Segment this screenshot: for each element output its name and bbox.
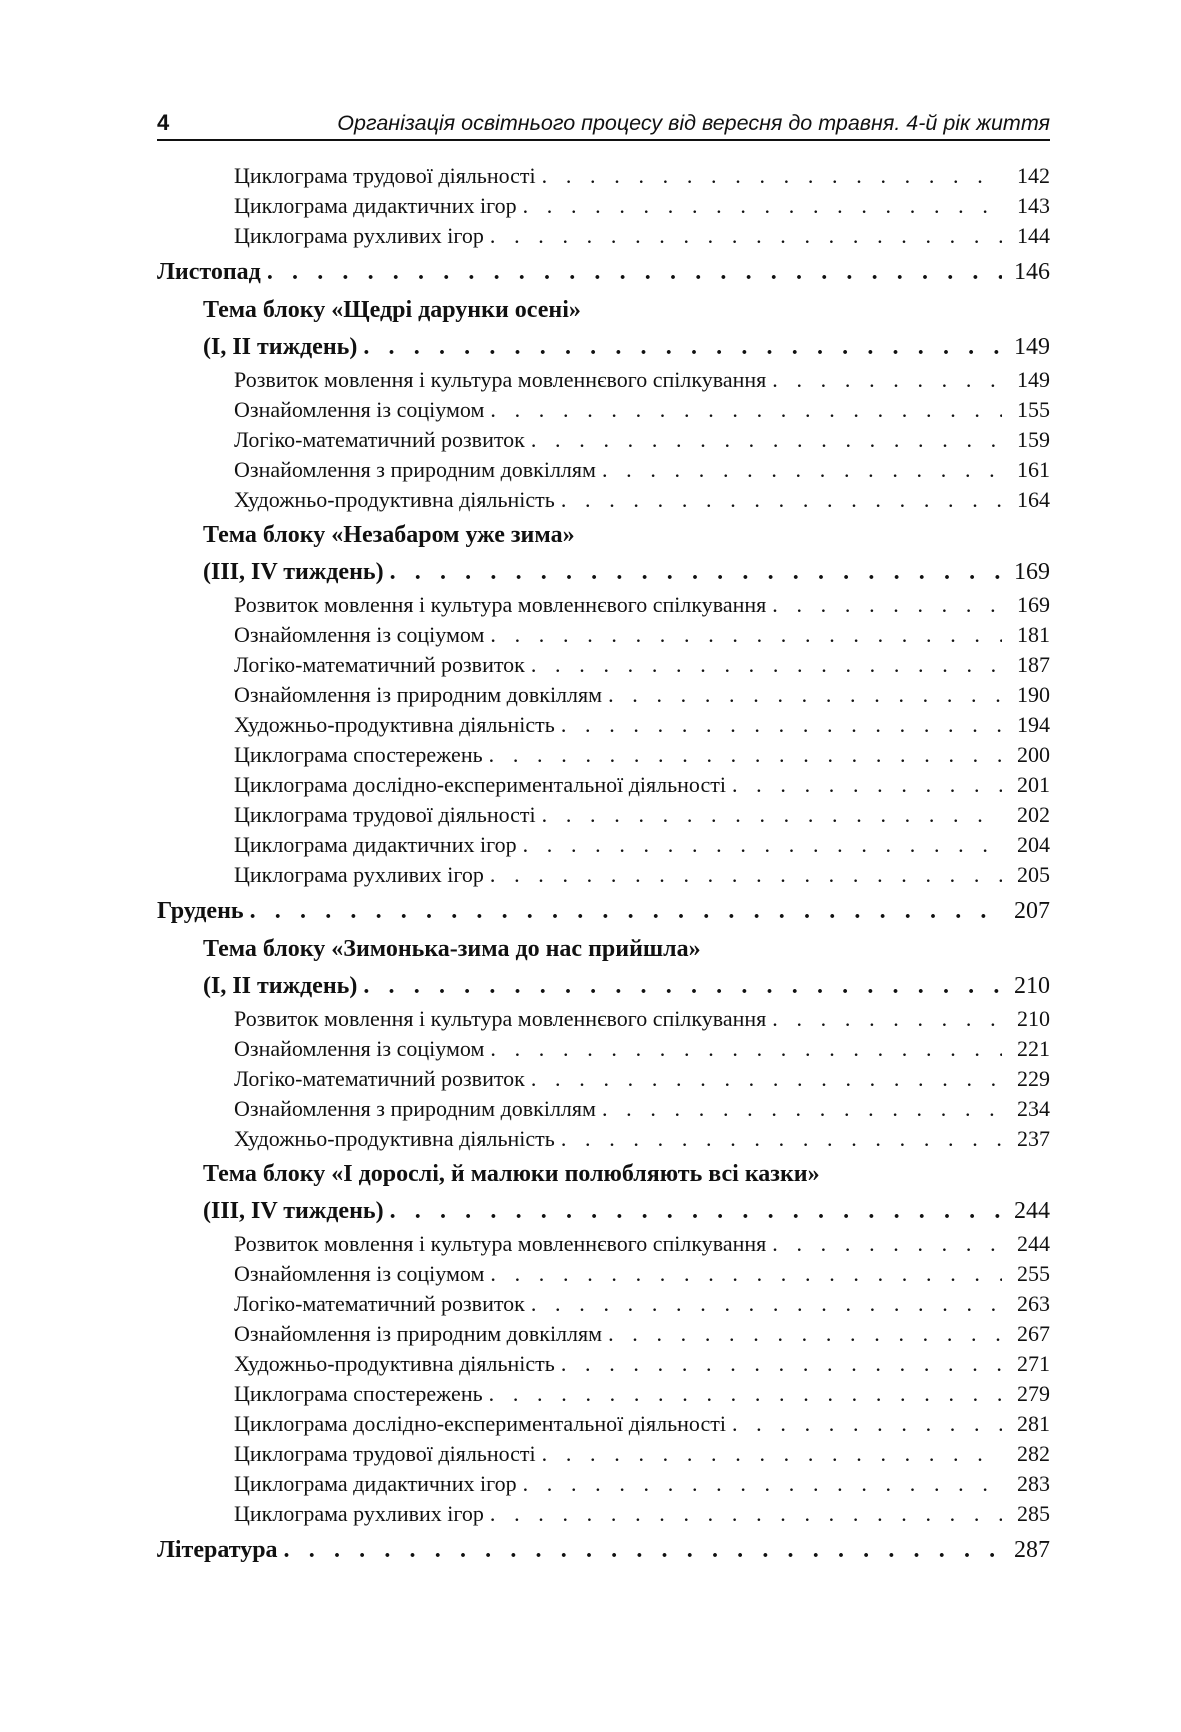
toc-entry: [157, 1064, 1050, 1094]
toc-page-number: 201: [1017, 772, 1050, 797]
toc-entry: [157, 1409, 1050, 1439]
toc-theme-entry: [157, 554, 1050, 590]
toc-entry: [157, 740, 1050, 770]
toc-entry-title: Розвиток мовлення і культура мовленнєвого спілкування: [234, 1006, 767, 1031]
dot-leader: [390, 1193, 1002, 1229]
toc-entry-title: Тема блоку «Зимонька-зима до нас прийшла»: [203, 936, 701, 962]
dot-leader: [561, 1349, 1002, 1379]
toc-entry: [157, 770, 1050, 800]
toc-page-number: 244: [1017, 1231, 1050, 1256]
page-number: 4: [157, 110, 170, 135]
dot-leader: [490, 860, 1002, 890]
dot-leader: [608, 680, 1002, 710]
page-header: [157, 107, 1050, 139]
toc-entry: [157, 800, 1050, 830]
toc-page-number: 229: [1017, 1066, 1050, 1091]
dot-leader: [284, 1532, 1002, 1568]
toc-theme-heading: [157, 293, 1050, 327]
toc-entry: [157, 1349, 1050, 1379]
toc-page-number: 181: [1017, 622, 1050, 647]
toc-entry: [157, 650, 1050, 680]
dot-leader: [542, 1439, 1002, 1469]
toc-page-number: 279: [1017, 1381, 1050, 1406]
toc-page-number: 169: [1017, 592, 1050, 617]
toc-entry-title: Розвиток мовлення і культура мовленнєвого спілкування: [234, 592, 767, 617]
toc-page-number: 146: [1014, 259, 1050, 285]
dot-leader: [602, 455, 1002, 485]
toc-entry-title: Тема блоку «Щедрі дарунки осені»: [203, 297, 581, 323]
toc-page-number: 169: [1014, 559, 1050, 585]
toc-page-number: 237: [1017, 1126, 1050, 1151]
dot-leader: [531, 1289, 1002, 1319]
toc-page-number: 271: [1017, 1351, 1050, 1376]
toc-page-number: 255: [1017, 1261, 1050, 1286]
toc-entry: [157, 860, 1050, 890]
toc-entry: [157, 455, 1050, 485]
toc-page-number: 190: [1017, 682, 1050, 707]
toc-entry-title: Художньо-продуктивна діяльність: [234, 1351, 555, 1376]
toc-page-number: 281: [1017, 1411, 1050, 1436]
toc-entry-title: Листопад: [157, 259, 261, 285]
toc-page-number: 202: [1017, 802, 1050, 827]
toc-month-entry: [157, 1532, 1050, 1568]
toc-month-entry: [157, 254, 1050, 290]
toc-entry-title: Циклограма дослідно-експериментальної діяльності: [234, 772, 726, 797]
toc-page-number: 144: [1017, 223, 1050, 248]
toc-entry: [157, 395, 1050, 425]
toc-entry-title: Циклограма трудової діяльності: [234, 163, 536, 188]
toc-page-number: 287: [1014, 1537, 1050, 1563]
dot-leader: [772, 590, 1002, 620]
toc-page-number: 282: [1017, 1441, 1050, 1466]
dot-leader: [531, 650, 1002, 680]
toc-page-number: 142: [1017, 163, 1050, 188]
toc-entry: [157, 1319, 1050, 1349]
toc-entry-title: Художньо-продуктивна діяльність: [234, 1126, 555, 1151]
dot-leader: [267, 254, 1002, 290]
toc-entry-title: Тема блоку «І дорослі, й малюки полюбляють всі казки»: [203, 1161, 820, 1187]
toc-entry-title: Циклограма дослідно-експериментальної діяльності: [234, 1411, 726, 1436]
toc-entry: [157, 1499, 1050, 1529]
toc-entry: [157, 1124, 1050, 1154]
toc-page-number: 149: [1017, 367, 1050, 392]
toc-entry: [157, 830, 1050, 860]
toc-entry: [157, 680, 1050, 710]
toc-page-number: 263: [1017, 1291, 1050, 1316]
toc-entry-title: Література: [157, 1537, 278, 1563]
toc-page-number: 204: [1017, 832, 1050, 857]
table-of-contents: [157, 161, 1050, 1568]
dot-leader: [542, 800, 1002, 830]
toc-entry-title: Ознайомлення із природним довкіллям: [234, 682, 603, 707]
toc-page-number: 283: [1017, 1471, 1050, 1496]
toc-entry-title: Ознайомлення з природним довкіллям: [234, 457, 596, 482]
toc-entry-title: Циклограма дидактичних ігор: [234, 832, 517, 857]
toc-entry: [157, 1004, 1050, 1034]
dot-leader: [772, 1229, 1002, 1259]
header-rule: [157, 139, 1050, 141]
toc-entry-title: Художньо-продуктивна діяльність: [234, 712, 555, 737]
toc-entry-title: Циклограма трудової діяльності: [234, 1441, 536, 1466]
toc-entry-title: Розвиток мовлення і культура мовленнєвого спілкування: [234, 367, 767, 392]
toc-entry-title: Художньо-продуктивна діяльність: [234, 487, 555, 512]
dot-leader: [523, 191, 1002, 221]
toc-page-number: 205: [1017, 862, 1050, 887]
dot-leader: [732, 1409, 1002, 1439]
dot-leader: [531, 1064, 1002, 1094]
dot-leader: [523, 1469, 1002, 1499]
dot-leader: [250, 893, 1002, 929]
toc-entry-title: Циклограма дидактичних ігор: [234, 1471, 517, 1496]
toc-page-number: 143: [1017, 193, 1050, 218]
toc-entry-title: (I, II тиждень): [203, 973, 358, 999]
toc-entry: [157, 710, 1050, 740]
dot-leader: [490, 395, 1002, 425]
toc-entry-title: Грудень: [157, 898, 244, 924]
toc-page-number: 285: [1017, 1501, 1050, 1526]
dot-leader: [531, 425, 1002, 455]
toc-entry-title: Ознайомлення з природним довкіллям: [234, 1096, 596, 1121]
toc-entry-title: Циклограма дидактичних ігор: [234, 193, 517, 218]
toc-entry: [157, 1439, 1050, 1469]
toc-entry-title: Логіко-математичний розвиток: [234, 652, 525, 677]
toc-theme-entry: [157, 329, 1050, 365]
toc-page-number: 149: [1014, 334, 1050, 360]
dot-leader: [490, 1259, 1002, 1289]
dot-leader: [608, 1319, 1002, 1349]
toc-entry-title: Циклограма трудової діяльності: [234, 802, 536, 827]
toc-entry-title: (III, IV тиждень): [203, 559, 384, 585]
toc-theme-heading: [157, 1157, 1050, 1191]
running-title: Організація освітнього процесу від вересня до травня. 4-й рік життя: [337, 111, 1050, 135]
toc-page-number: 194: [1017, 712, 1050, 737]
toc-entry-title: Ознайомлення із соціумом: [234, 397, 485, 422]
toc-entry-title: Циклограма рухливих ігор: [234, 1501, 484, 1526]
dot-leader: [772, 1004, 1002, 1034]
dot-leader: [602, 1094, 1002, 1124]
toc-page-number: 155: [1017, 397, 1050, 422]
toc-entry: [157, 1259, 1050, 1289]
toc-page-number: 159: [1017, 427, 1050, 452]
toc-entry-title: Циклограма спостережень: [234, 1381, 483, 1406]
toc-page-number: 200: [1017, 742, 1050, 767]
toc-entry-title: Логіко-математичний розвиток: [234, 1066, 525, 1091]
toc-entry: [157, 1289, 1050, 1319]
toc-entry-title: (I, II тиждень): [203, 334, 358, 360]
dot-leader: [490, 1499, 1002, 1529]
dot-leader: [363, 968, 1002, 1004]
dot-leader: [490, 1034, 1002, 1064]
toc-entry-title: Ознайомлення із соціумом: [234, 1036, 485, 1061]
dot-leader: [732, 770, 1002, 800]
toc-theme-entry: [157, 1193, 1050, 1229]
dot-leader: [363, 329, 1002, 365]
toc-entry: [157, 1034, 1050, 1064]
toc-entry: [157, 1094, 1050, 1124]
toc-page-number: 267: [1017, 1321, 1050, 1346]
toc-entry-title: Логіко-математичний розвиток: [234, 1291, 525, 1316]
dot-leader: [561, 1124, 1002, 1154]
toc-entry-title: Циклограма спостережень: [234, 742, 483, 767]
toc-entry: [157, 365, 1050, 395]
dot-leader: [490, 221, 1002, 251]
toc-entry: [157, 1229, 1050, 1259]
toc-page-number: 234: [1017, 1096, 1050, 1121]
dot-leader: [523, 830, 1002, 860]
toc-page-number: 161: [1017, 457, 1050, 482]
toc-theme-heading: [157, 932, 1050, 966]
toc-entry: [157, 590, 1050, 620]
toc-entry-title: Ознайомлення із соціумом: [234, 1261, 485, 1286]
toc-page-number: 207: [1014, 898, 1050, 924]
toc-page-number: 164: [1017, 487, 1050, 512]
toc-entry: [157, 620, 1050, 650]
dot-leader: [489, 740, 1002, 770]
toc-entry: [157, 161, 1050, 191]
dot-leader: [772, 365, 1002, 395]
toc-entry-title: Ознайомлення із природним довкіллям: [234, 1321, 603, 1346]
toc-page-number: 244: [1014, 1198, 1050, 1224]
toc-entry: [157, 1469, 1050, 1499]
toc-entry-title: (III, IV тиждень): [203, 1198, 384, 1224]
toc-theme-heading: [157, 518, 1050, 552]
toc-entry: [157, 221, 1050, 251]
toc-entry-title: Ознайомлення із соціумом: [234, 622, 485, 647]
toc-theme-entry: [157, 968, 1050, 1004]
toc-entry: [157, 191, 1050, 221]
toc-entry-title: Розвиток мовлення і культура мовленнєвого спілкування: [234, 1231, 767, 1256]
dot-leader: [390, 554, 1002, 590]
toc-page-number: 187: [1017, 652, 1050, 677]
toc-entry-title: Циклограма рухливих ігор: [234, 862, 484, 887]
toc-entry: [157, 425, 1050, 455]
dot-leader: [542, 161, 1002, 191]
toc-page-number: 221: [1017, 1036, 1050, 1061]
toc-entry-title: Тема блоку «Незабаром уже зима»: [203, 522, 575, 548]
toc-entry: [157, 1379, 1050, 1409]
toc-page-number: 210: [1014, 973, 1050, 999]
toc-entry: [157, 485, 1050, 515]
toc-entry-title: Циклограма рухливих ігор: [234, 223, 484, 248]
toc-entry-title: Логіко-математичний розвиток: [234, 427, 525, 452]
dot-leader: [490, 620, 1002, 650]
dot-leader: [489, 1379, 1002, 1409]
toc-page-number: 210: [1017, 1006, 1050, 1031]
dot-leader: [561, 710, 1002, 740]
dot-leader: [561, 485, 1002, 515]
toc-month-entry: [157, 893, 1050, 929]
